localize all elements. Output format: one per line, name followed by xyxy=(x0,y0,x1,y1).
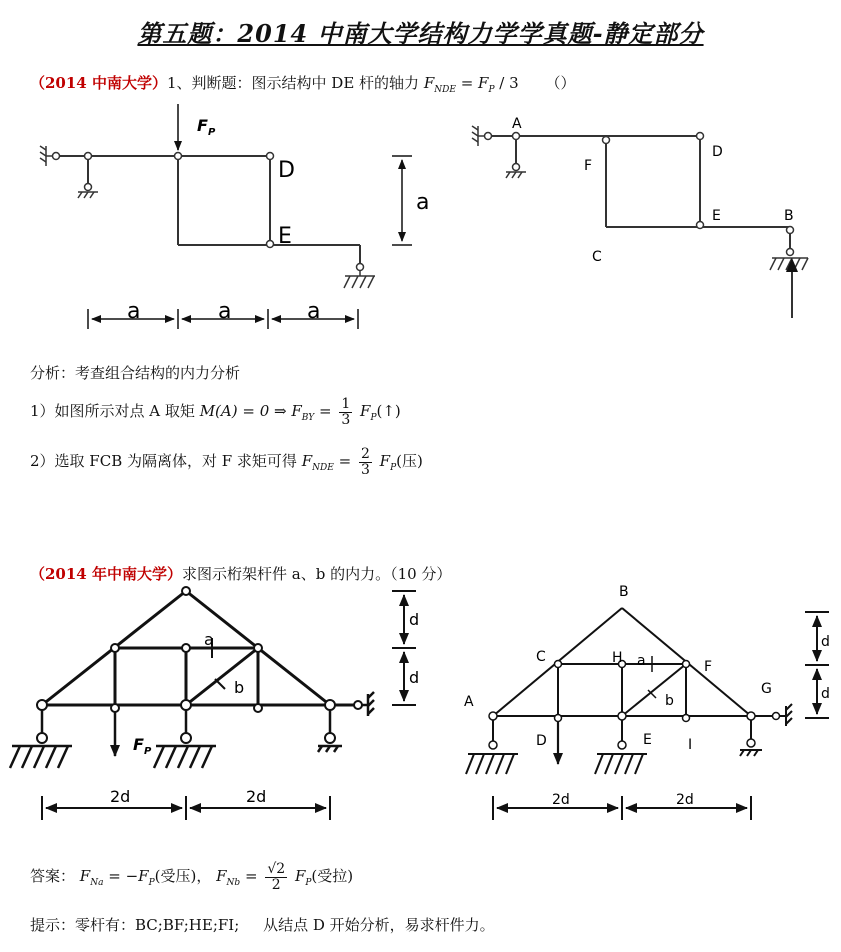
problem2-answer xyxy=(30,856,353,896)
truss-right-label-F: F xyxy=(704,659,713,675)
step2-num: 2 xyxy=(360,445,370,462)
ans-b-fraction xyxy=(265,862,287,893)
problem1-right-label-E: E xyxy=(712,208,721,224)
problem1-label-E: E xyxy=(278,224,292,249)
problem1-right-label-A: A xyxy=(512,116,522,132)
truss-left-label-b: b xyxy=(234,678,245,697)
truss-right-label-D: D xyxy=(536,733,547,749)
truss-right-label-H: H xyxy=(612,650,623,666)
ans-b-lhs: F xyxy=(216,867,227,885)
problem1-dim-2: a xyxy=(218,299,232,324)
problem1-tag: （2014 中南大学） xyxy=(30,74,167,92)
truss-left-vdims xyxy=(392,591,416,705)
truss-left-vdim-2: d xyxy=(409,668,420,687)
step1-after: F xyxy=(360,402,371,420)
step1-after-sub: P xyxy=(370,413,377,423)
step2-direction: (压) xyxy=(396,452,423,470)
ans-a-rhs-sub: P xyxy=(148,878,155,888)
truss-right-label-a: a xyxy=(637,653,646,669)
truss-left-hdims xyxy=(42,796,330,820)
truss-left-load-label: $F_P$ xyxy=(133,735,152,757)
step1-num: 1 xyxy=(341,395,351,412)
problem1-question: 1、判断题：图示结构中 DE 杆的轴力 xyxy=(166,74,420,92)
truss-left-hdim-2: 2d xyxy=(246,787,267,806)
problem1-formula-sub: NDE xyxy=(434,85,456,95)
step2-after-sub: P xyxy=(390,463,397,473)
problem1-answer-blank: （） xyxy=(545,74,576,92)
truss-left-members xyxy=(42,591,355,705)
problem1-label-D: D xyxy=(278,158,295,183)
problem2-hint: 提示：零杆有：BC;BF;HE;FI; 从结点 D 开始分析，易求杆件力。 xyxy=(30,916,495,934)
ans-b-num: √2 xyxy=(267,860,286,877)
truss-right-label-C: C xyxy=(536,649,546,665)
step1-math: M(A) = 0 ⇒ F xyxy=(199,402,302,420)
problem1-formula-lhs: F xyxy=(423,74,435,92)
problem1-formula-tail: / 3 xyxy=(499,74,519,92)
problem1-right-label-C: C xyxy=(592,249,602,265)
truss-right-hdim-1: 2d xyxy=(552,792,570,808)
truss-right-supports xyxy=(466,704,792,774)
ans-b-after-sub: P xyxy=(305,878,312,888)
truss-left-label-a: a xyxy=(204,630,214,649)
truss-right-label-G: G xyxy=(761,681,772,697)
truss-left-joints xyxy=(37,587,362,743)
truss-right-vdims xyxy=(805,612,829,718)
problem1-dim-1: a xyxy=(127,299,141,324)
problem1-analysis-title: 分析：考查组合结构的内力分析 xyxy=(30,364,241,382)
step2-math: F xyxy=(301,452,313,470)
ans-a-lhs: F xyxy=(79,867,91,885)
step1-text: 1）如图所示对点 A 取矩 xyxy=(30,402,195,420)
problem1-dim-3: a xyxy=(307,299,321,324)
truss-right-hdims xyxy=(493,796,751,820)
step2-after: F xyxy=(379,452,391,470)
ans-b-eq: = xyxy=(244,867,258,885)
ans-a-sub: Na xyxy=(90,878,104,888)
problem1-right-label-F: F xyxy=(584,158,593,174)
ans-b-direction: (受拉) xyxy=(311,867,354,885)
step2-sub: NDE xyxy=(312,463,334,473)
ans-b-after: F xyxy=(294,867,306,885)
problem1-load-label: $F_P$ xyxy=(197,116,216,138)
step1-eq: = xyxy=(318,402,332,420)
truss-left-hdim-1: 2d xyxy=(110,787,131,806)
truss-right-label-I: I xyxy=(688,737,693,753)
truss-left-supports xyxy=(10,692,374,768)
truss-right-label-A: A xyxy=(464,694,474,710)
problem1-formula-rhs-sub: P xyxy=(488,85,495,95)
step1-sub: BY xyxy=(301,413,315,423)
problem1-height-label: a xyxy=(416,190,430,215)
truss-right-label-B: B xyxy=(619,584,629,600)
ans-a-direction: (受压)， xyxy=(154,867,212,885)
truss-right-label-E: E xyxy=(643,732,652,748)
step2-text: 2）选取 FCB 为隔离体，对 F 求矩可得 xyxy=(30,452,297,470)
problem2-question: 求图示桁架杆件 a、b 的内力。（10 分） xyxy=(181,565,452,583)
step1-den: 3 xyxy=(341,411,351,428)
step2-den: 3 xyxy=(360,461,370,478)
step2-eq: = xyxy=(338,452,352,470)
truss-right-hdim-2: 2d xyxy=(676,792,694,808)
ans-a-rhs: = −F xyxy=(108,867,149,885)
truss-right-label-b: b xyxy=(665,693,674,709)
page-title: 第五题：2014 中南大学结构力学学真题-静定部分 xyxy=(137,19,704,48)
problem1-right-label-D: D xyxy=(712,144,723,160)
problem1-right-label-B: B xyxy=(784,208,794,224)
ans-b-den: 2 xyxy=(271,876,281,893)
truss-right-joints xyxy=(489,661,780,750)
problem2-tag: （2014 年中南大学） xyxy=(30,565,182,583)
truss-right-vdim-1: d xyxy=(821,634,830,650)
truss-left-vdim-1: d xyxy=(409,610,420,629)
answer-label: 答案： xyxy=(30,867,76,885)
step1-direction: (↑) xyxy=(376,402,401,420)
ans-b-sub: Nb xyxy=(226,878,241,888)
problem1-formula-rhs: = F xyxy=(460,74,489,92)
truss-right-vdim-2: d xyxy=(821,686,830,702)
